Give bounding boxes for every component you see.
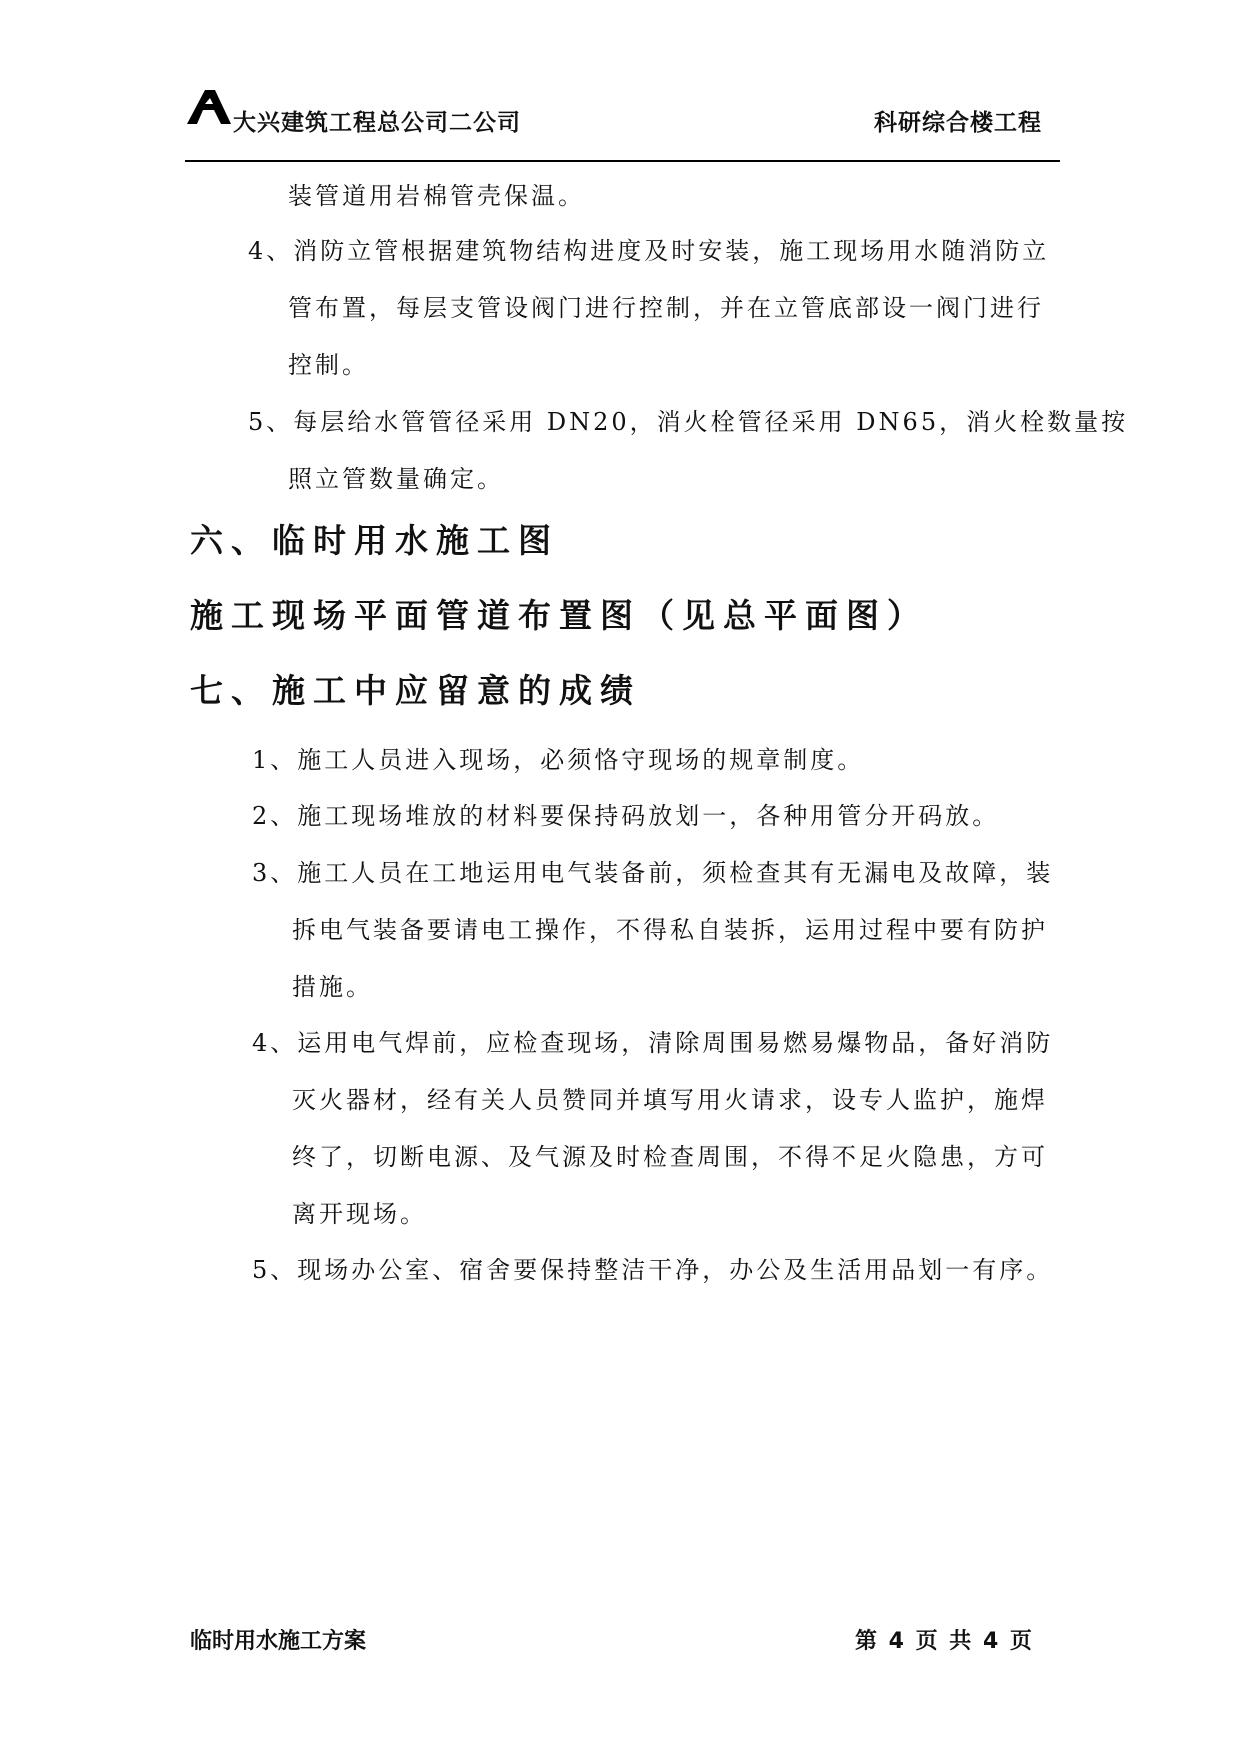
list-item-5b: 5、现场办公室、宿舍要保持整洁干净，办公及生活用品划一有序。 [252,1256,1054,1284]
paragraph-line: 照立管数量确定。 [288,465,504,493]
header-divider [185,160,1060,162]
paragraph-line: 终了，切断电源、及气源及时检查周围，不得不足火隐患，方可 [292,1143,1048,1171]
section-heading-6: 六、临时用水施工图 [190,521,559,560]
paragraph-line: 装管道用岩棉管壳保温。 [288,182,585,210]
subheading: 施工现场平面管道布置图（见总平面图） [190,596,928,635]
page-number: 第 4 页 共 4 页 [855,1629,1034,1654]
footer-title: 临时用水施工方案 [190,1629,367,1654]
company-name: 大兴建筑工程总公司二公司 [233,110,521,136]
list-item-4b: 4、运用电气焊前，应检查现场，清除周围易燃易爆物品，备好消防 [252,1029,1054,1057]
paragraph-line: 措施。 [292,973,373,1001]
section-heading-7: 七、施工中应留意的成绩 [190,671,641,710]
paragraph-line: 灭火器材，经有关人员赞同并填写用火请求，设专人监护，施焊 [292,1086,1048,1114]
page-header [185,86,1060,164]
list-item-2: 2、施工现场堆放的材料要保持码放划一，各种用管分开码放。 [252,802,1000,830]
paragraph-line: 离开现场。 [292,1200,427,1228]
list-item-1: 1、施工人员进入现场，必须恪守现场的规章制度。 [252,746,865,774]
list-item-3: 3、施工人员在工地运用电气装备前，须检查其有无漏电及故障，装 [252,859,1054,887]
list-item-5: 5、每层给水管管径采用 DN20，消火栓管径采用 DN65，消火栓数量按 [248,408,1129,436]
paragraph-line: 控制。 [288,351,369,379]
company-logo-icon [187,90,231,124]
paragraph-line: 拆电气装备要请电工操作，不得私自装拆，运用过程中要有防护 [292,916,1048,944]
list-item-4: 4、消防立管根据建筑物结构进度及时安装，施工现场用水随消防立 [248,237,1050,265]
paragraph-line: 管布置，每层支管设阀门进行控制，并在立管底部设一阀门进行 [288,294,1044,322]
project-name: 科研综合楼工程 [874,110,1042,136]
